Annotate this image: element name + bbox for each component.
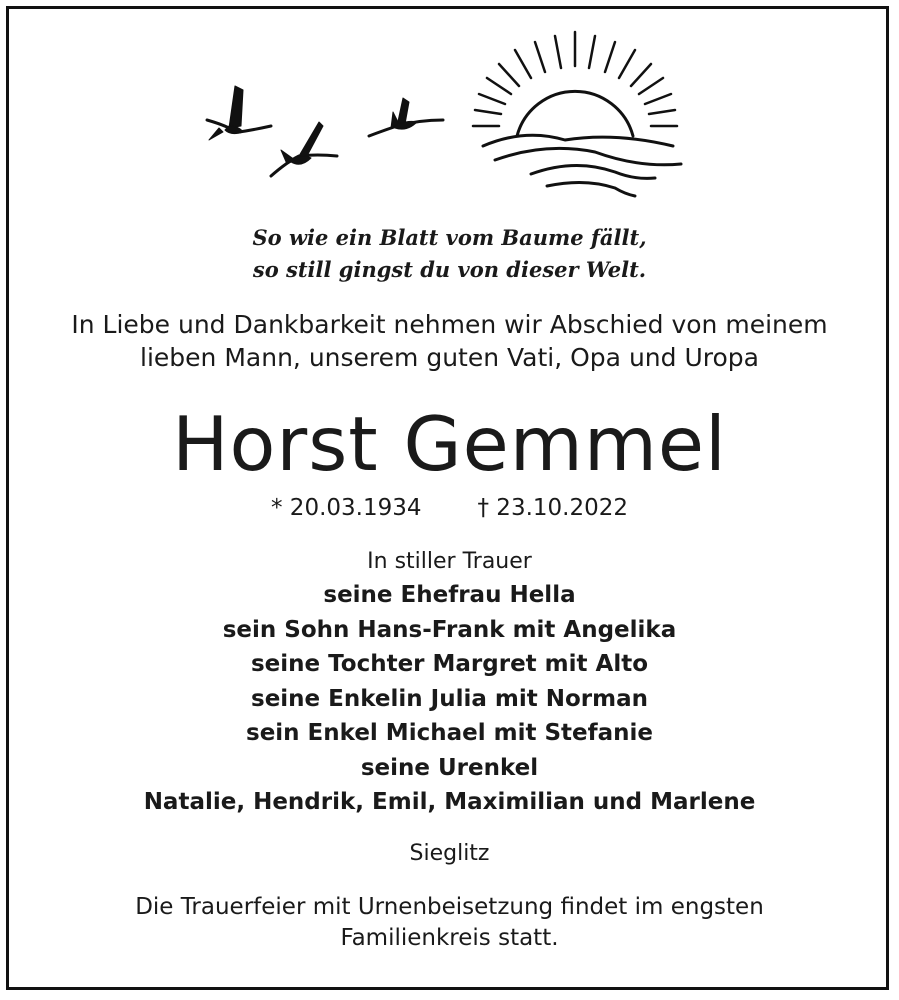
intro-line-1: In Liebe und Dankbarkeit nehmen wir Abschied von meinem	[71, 310, 828, 339]
notice-line-2: Familienkreis statt.	[340, 925, 559, 951]
verse-line-1: So wie ein Blatt vom Baume fällt,	[252, 225, 647, 250]
mourner-line: seine Urenkel	[360, 754, 539, 781]
cranes-flying-icon	[207, 86, 443, 176]
mourner-line: sein Enkel Michael mit Stefanie	[246, 720, 653, 746]
cranes-and-sunset-illustration	[195, 28, 695, 203]
intro-line-2: lieben Mann, unserem guten Vati, Opa und Uropa	[140, 343, 759, 372]
crane-icon	[369, 98, 443, 136]
hills	[483, 135, 681, 196]
funeral-notice	[9, 892, 890, 954]
mourner-line: Natalie, Hendrik, Emil, Maximilian und Marlene	[143, 789, 756, 815]
deceased-name: Horst Gemmel	[172, 400, 727, 488]
crane-icon	[271, 122, 337, 176]
life-dates	[9, 492, 890, 524]
sun-disc	[517, 91, 633, 136]
place: Sieglitz	[409, 841, 490, 866]
death-date: † 23.10.2022	[477, 495, 628, 521]
sun-rays	[473, 32, 677, 126]
mourners-list	[9, 578, 890, 820]
mourner-line: seine Ehefrau Hella	[323, 582, 576, 608]
verse-line-2: so still gingst du von dieser Welt.	[252, 257, 647, 282]
mourner-line: seine Enkelin Julia mit Norman	[251, 685, 648, 712]
notice-line-1: Die Trauerfeier mit Urnenbeisetzung findet im engsten	[135, 894, 764, 920]
sunset-icon	[473, 32, 681, 196]
verse	[9, 222, 890, 286]
crane-icon	[207, 86, 271, 140]
birth-date: * 20.03.1934	[271, 495, 422, 521]
intro-text	[9, 308, 890, 374]
mourners-intro: In stiller Trauer	[367, 549, 532, 574]
mourner-line: seine Tochter Margret mit Alto	[250, 651, 649, 677]
mourner-line: sein Sohn Hans-Frank mit Angelika	[222, 616, 677, 643]
